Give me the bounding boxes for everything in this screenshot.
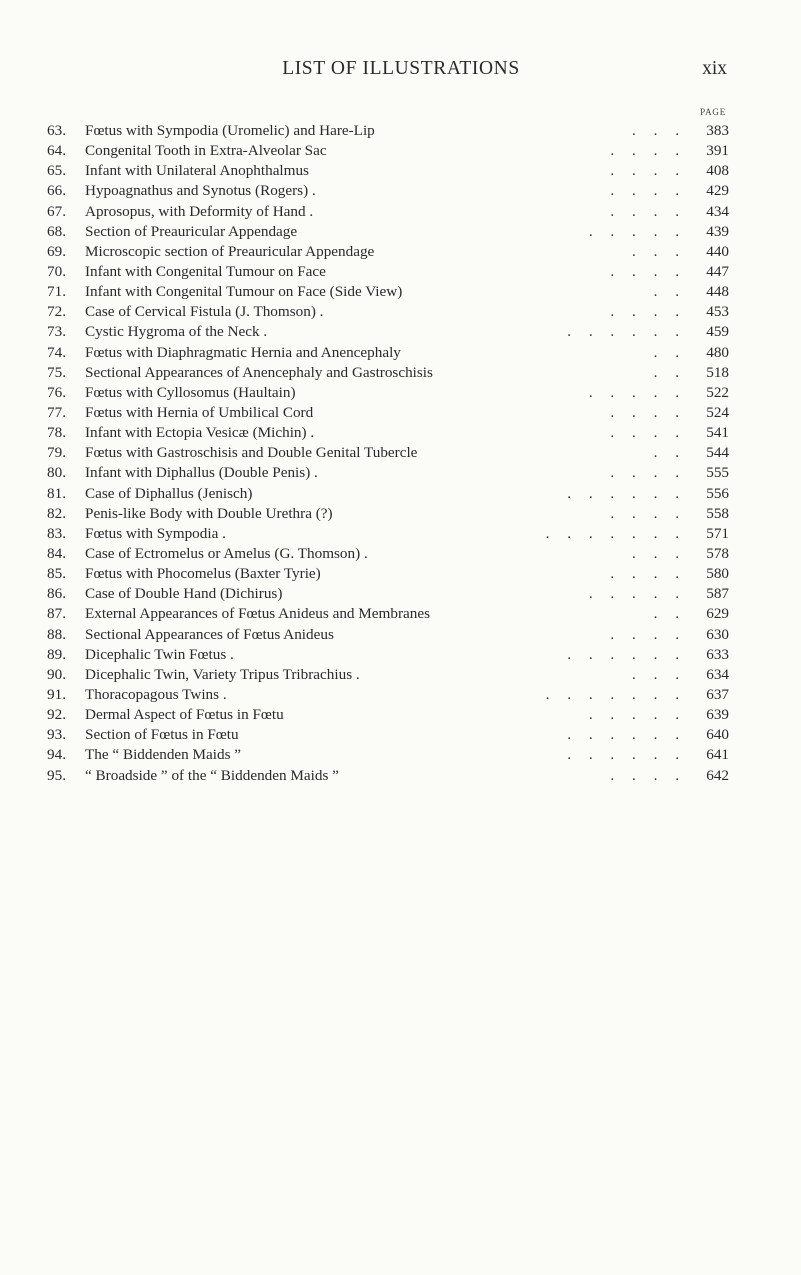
header-title: LIST OF ILLUSTRATIONS — [282, 58, 520, 79]
entry-page-number: 429 — [706, 182, 729, 200]
entry-number: 70. — [47, 262, 66, 280]
entry-number: 73. — [47, 323, 66, 341]
page-number: xix — [702, 58, 727, 79]
entry-page-number: 447 — [706, 262, 729, 280]
running-header — [75, 58, 727, 84]
dot-leader: . . . . — [610, 162, 679, 180]
list-item — [47, 745, 737, 765]
entry-page-number: 459 — [706, 323, 729, 341]
entry-number: 84. — [47, 544, 66, 562]
dot-leader: . . . . — [610, 766, 679, 784]
entry-title: Dermal Aspect of Fœtus in Fœtu — [85, 706, 284, 724]
entry-title: Congenital Tooth in Extra-Alveolar Sac — [85, 142, 327, 160]
entry-number: 91. — [47, 685, 66, 703]
entry-title: Microscopic section of Preauricular Appendage — [85, 242, 375, 260]
entry-number: 66. — [47, 182, 66, 200]
dot-leader: . . . . — [610, 403, 679, 421]
entry-number: 86. — [47, 585, 66, 603]
list-item — [47, 262, 737, 282]
entry-number: 88. — [47, 625, 66, 643]
entry-title: Fœtus with Cyllosomus (Haultain) — [85, 383, 296, 401]
list-item — [47, 524, 737, 544]
entry-number: 75. — [47, 363, 66, 381]
entry-page-number: 629 — [706, 605, 729, 623]
entry-page-number: 642 — [706, 766, 729, 784]
dot-leader: . . . . . . — [567, 746, 679, 764]
dot-leader: . . . . — [610, 142, 679, 160]
entry-number: 78. — [47, 424, 66, 442]
entry-number: 89. — [47, 645, 66, 663]
entry-title: The “ Biddenden Maids ” — [85, 746, 242, 764]
list-item — [47, 625, 737, 645]
entry-number: 65. — [47, 162, 66, 180]
entry-page-number: 518 — [706, 363, 729, 381]
entry-title: Infant with Congenital Tumour on Face — [85, 262, 326, 280]
entry-title: Fœtus with Hernia of Umbilical Cord — [85, 403, 314, 421]
entry-title: Fœtus with Gastroschisis and Double Genital Tubercle — [85, 444, 418, 462]
entry-title: “ Broadside ” of the “ Biddenden Maids ” — [85, 766, 339, 784]
entry-number: 93. — [47, 726, 66, 744]
list-item — [47, 202, 737, 222]
dot-leader: . . . — [632, 122, 679, 139]
dot-leader: . . . . . . — [567, 645, 679, 663]
entry-number: 85. — [47, 565, 66, 583]
entry-page-number: 440 — [706, 242, 729, 260]
entry-page-number: 637 — [706, 685, 729, 703]
list-item — [47, 423, 737, 443]
dot-leader: . . — [653, 363, 679, 381]
list-item — [47, 383, 737, 403]
entry-title: Penis-like Body with Double Urethra (?) — [85, 504, 333, 522]
entry-page-number: 580 — [706, 565, 729, 583]
dot-leader: . . . — [632, 665, 679, 683]
entry-page-number: 556 — [706, 484, 729, 502]
entry-title: Infant with Diphallus (Double Penis) . — [85, 464, 318, 482]
dot-leader: . . . . — [610, 565, 679, 583]
dot-leader: . . . . — [610, 262, 679, 280]
entry-title: Case of Double Hand (Dichirus) — [85, 585, 283, 603]
entry-number: 95. — [47, 766, 66, 784]
entry-page-number: 408 — [706, 162, 729, 180]
dot-leader: . . . — [632, 242, 679, 260]
entry-page-number: 558 — [706, 504, 729, 522]
list-item — [47, 484, 737, 504]
entry-title: Case of Diphallus (Jenisch) — [85, 484, 253, 502]
entry-page-number: 587 — [706, 585, 729, 603]
list-item — [47, 141, 737, 161]
illustrations-list — [47, 121, 737, 786]
entry-number: 71. — [47, 283, 66, 301]
entry-number: 67. — [47, 202, 66, 220]
list-item — [47, 302, 737, 322]
entry-page-number: 524 — [706, 403, 729, 421]
list-item — [47, 343, 737, 363]
list-item — [47, 443, 737, 463]
entry-number: 63. — [47, 122, 66, 139]
list-item — [47, 564, 737, 584]
list-item — [47, 222, 737, 242]
entry-page-number: 555 — [706, 464, 729, 482]
entry-page-number: 640 — [706, 726, 729, 744]
page-column-heading: PAGE — [700, 107, 726, 117]
list-item — [47, 725, 737, 745]
dot-leader: . . . . . . — [567, 726, 679, 744]
list-item — [47, 544, 737, 564]
entry-title: Infant with Ectopia Vesicæ (Michin) . — [85, 424, 315, 442]
entry-title: Sectional Appearances of Anencephaly and Gastroschisis — [85, 363, 433, 381]
entry-page-number: 544 — [706, 444, 729, 462]
entry-number: 94. — [47, 746, 66, 764]
list-item — [47, 403, 737, 423]
entry-number: 77. — [47, 403, 66, 421]
list-item — [47, 645, 737, 665]
dot-leader: . . — [653, 605, 679, 623]
dot-leader: . . . . — [610, 303, 679, 321]
entry-number: 64. — [47, 142, 66, 160]
entry-number: 72. — [47, 303, 66, 321]
dot-leader: . . . . — [610, 202, 679, 220]
list-item — [47, 161, 737, 181]
entry-title: Fœtus with Phocomelus (Baxter Tyrie) — [85, 565, 321, 583]
dot-leader: . . . . — [610, 464, 679, 482]
entry-page-number: 448 — [706, 283, 729, 301]
entry-title: Aprosopus, with Deformity of Hand . — [85, 202, 314, 220]
entry-title: Sectional Appearances of Fœtus Anideus — [85, 625, 334, 643]
entry-number: 82. — [47, 504, 66, 522]
dot-leader: . . . . . — [588, 383, 679, 401]
entry-page-number: 453 — [706, 303, 729, 321]
entry-page-number: 541 — [706, 424, 729, 442]
entry-number: 80. — [47, 464, 66, 482]
entry-page-number: 480 — [706, 343, 729, 361]
entry-number: 68. — [47, 222, 66, 240]
list-item — [47, 181, 737, 201]
entry-page-number: 383 — [706, 122, 729, 139]
entry-title: Infant with Unilateral Anophthalmus — [85, 162, 309, 180]
list-item — [47, 121, 737, 141]
entry-title: Cystic Hygroma of the Neck . — [85, 323, 268, 341]
entry-title: Infant with Congenital Tumour on Face (Side View) — [85, 283, 403, 301]
entry-number: 87. — [47, 605, 66, 623]
list-item — [47, 665, 737, 685]
dot-leader: . . . . . . — [567, 323, 679, 341]
dot-leader: . . . . . — [588, 706, 679, 724]
entry-title: Hypoagnathus and Synotus (Rogers) . — [85, 182, 316, 200]
dot-leader: . . . . — [610, 625, 679, 643]
entry-number: 81. — [47, 484, 66, 502]
dot-leader: . . . . — [610, 182, 679, 200]
dot-leader: . . . . . . — [567, 484, 679, 502]
dot-leader: . . . . . — [588, 222, 679, 240]
list-item — [47, 463, 737, 483]
list-item — [47, 604, 737, 624]
list-item — [47, 363, 737, 383]
dot-leader: . . . . — [610, 504, 679, 522]
entry-page-number: 391 — [706, 142, 729, 160]
list-item — [47, 766, 737, 786]
entry-title: Section of Fœtus in Fœtu — [85, 726, 239, 744]
entry-page-number: 634 — [706, 665, 729, 683]
dot-leader: . . — [653, 343, 679, 361]
dot-leader: . . . . . . . — [545, 685, 679, 703]
list-item — [47, 504, 737, 524]
entry-number: 76. — [47, 383, 66, 401]
dot-leader: . . — [653, 444, 679, 462]
entry-page-number: 641 — [706, 746, 729, 764]
entry-title: Fœtus with Diaphragmatic Hernia and Anencephaly — [85, 343, 401, 361]
list-item — [47, 282, 737, 302]
entry-number: 74. — [47, 343, 66, 361]
entry-number: 90. — [47, 665, 66, 683]
list-item — [47, 322, 737, 342]
entry-number: 92. — [47, 706, 66, 724]
entry-page-number: 434 — [706, 202, 729, 220]
entry-page-number: 639 — [706, 706, 729, 724]
entry-page-number: 571 — [706, 524, 729, 542]
entry-title: Section of Preauricular Appendage — [85, 222, 298, 240]
entry-page-number: 630 — [706, 625, 729, 643]
entry-number: 69. — [47, 242, 66, 260]
entry-title: Fœtus with Sympodia . — [85, 524, 226, 542]
entry-page-number: 578 — [706, 544, 729, 562]
entry-title: Case of Ectromelus or Amelus (G. Thomson) . — [85, 544, 368, 562]
entry-number: 83. — [47, 524, 66, 542]
list-item — [47, 685, 737, 705]
entry-title: Fœtus with Sympodia (Uromelic) and Hare-Lip — [85, 122, 375, 139]
entry-title: Thoracopagous Twins . — [85, 685, 227, 703]
entry-page-number: 439 — [706, 222, 729, 240]
list-item — [47, 584, 737, 604]
entry-title: Dicephalic Twin Fœtus . — [85, 645, 234, 663]
dot-leader: . . . — [632, 544, 679, 562]
entry-title: Case of Cervical Fistula (J. Thomson) . — [85, 303, 324, 321]
dot-leader: . . . . — [610, 424, 679, 442]
list-item — [47, 705, 737, 725]
entry-page-number: 633 — [706, 645, 729, 663]
entry-title: Dicephalic Twin, Variety Tripus Tribrachius . — [85, 665, 360, 683]
dot-leader: . . . . . . . — [545, 524, 679, 542]
entry-number: 79. — [47, 444, 66, 462]
entry-title: External Appearances of Fœtus Anideus and Membranes — [85, 605, 431, 623]
dot-leader: . . — [653, 283, 679, 301]
list-item — [47, 242, 737, 262]
dot-leader: . . . . . — [588, 585, 679, 603]
entry-page-number: 522 — [706, 383, 729, 401]
